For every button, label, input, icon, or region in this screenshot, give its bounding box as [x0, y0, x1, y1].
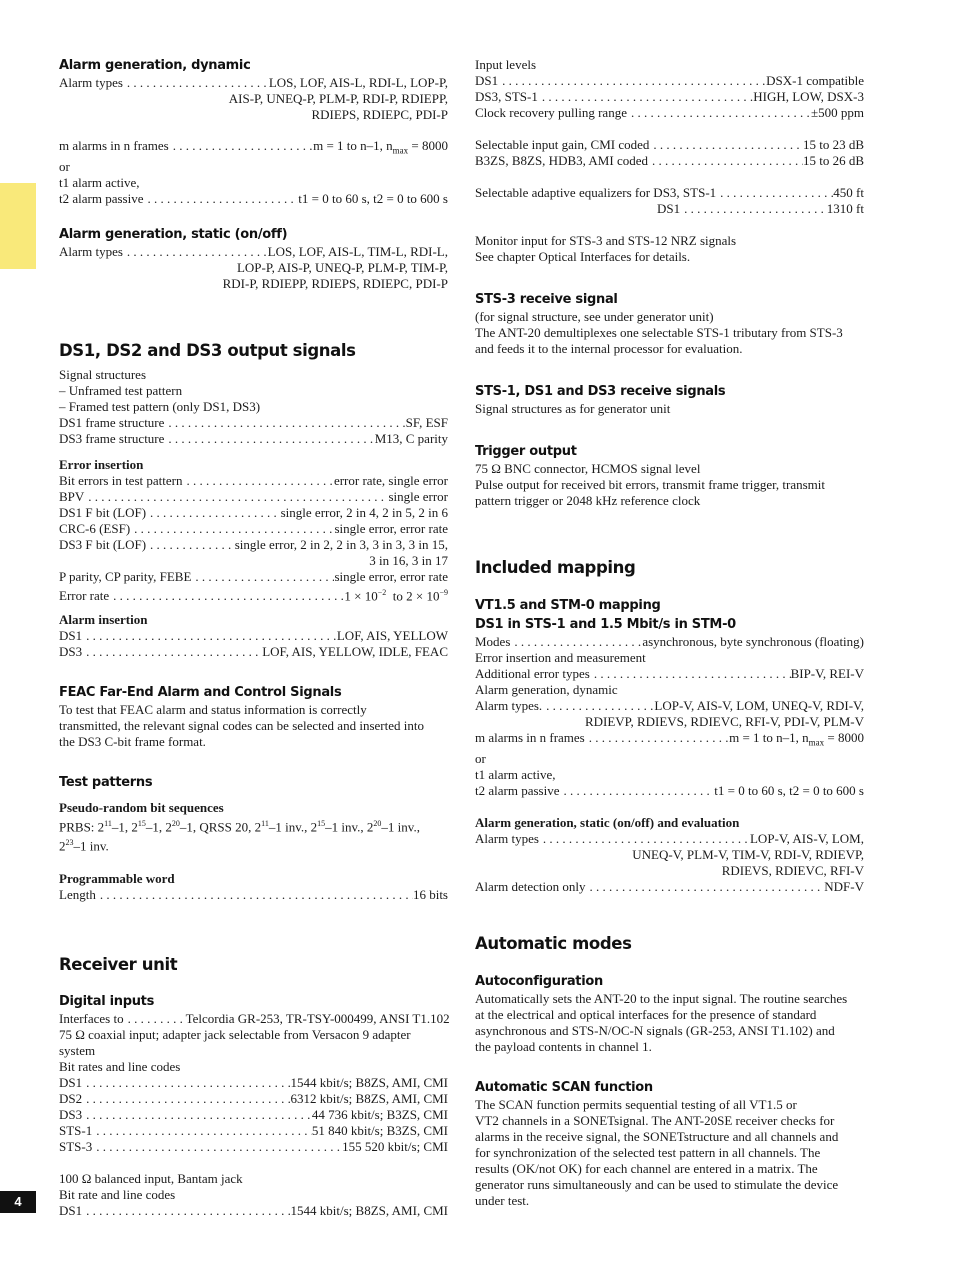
spec-value: 1544 kbit/s; B8ZS, AMI, CMI	[290, 1203, 448, 1218]
bullet-item: – Unframed test pattern	[59, 383, 183, 398]
spec-value: single error, error rate	[334, 569, 448, 584]
spec-label: m alarms in n frames	[59, 138, 169, 153]
spec-value: BIP-V, REI-V	[790, 666, 864, 681]
spec-value: M13, C parity	[374, 431, 448, 446]
spec-continuation: LOP-P, AIS-P, UNEQ-P, PLM-P, TIM-P,	[236, 260, 448, 275]
subsection-heading: Alarm generation, static (on/off) and evaluation	[475, 814, 740, 830]
spec-value: 1310 ft	[826, 201, 864, 216]
text-line: Error insertion and measurement	[475, 650, 646, 665]
section-heading: Automatic SCAN function	[475, 1080, 653, 1095]
section-title: DS1, DS2 and DS3 output signals	[59, 341, 356, 360]
text-line: 75 Ω BNC connector, HCMOS signal level	[475, 461, 701, 476]
spec-label: DS3, STS-1	[475, 89, 538, 104]
spec-value: 15 to 26 dB	[802, 153, 864, 168]
text-line: Monitor input for STS-3 and STS-12 NRZ signals	[475, 233, 737, 248]
sts3-section	[475, 290, 864, 357]
text-line: To test that FEAC alarm and status information is correctly	[59, 702, 367, 717]
spec-label: Alarm types	[59, 75, 123, 90]
spec-row	[475, 730, 864, 751]
spec-value: $1 \times 10^{-2}$ to $2 \times 10^{-9}$	[344, 588, 448, 604]
text-line: t1 alarm active,	[59, 174, 140, 190]
spec-label: DS1	[59, 1203, 83, 1218]
spec-value: error rate, single error	[333, 473, 448, 488]
spec-row	[59, 887, 448, 903]
text-line: asynchronous and STS-N/OC-N signals (GR-253, ANSI T1.102) and	[475, 1023, 835, 1038]
subsection-heading: Alarm insertion	[59, 612, 148, 627]
spec-value: 15 to 23 dB	[802, 137, 864, 152]
spec-row	[475, 666, 864, 682]
spec-value: 6312 kbit/s; B8ZS, AMI, CMI	[290, 1091, 448, 1106]
spec-label: t2 alarm passive	[59, 190, 144, 206]
spec-value: Telcordia GR-253, TR-TSY-000499, ANSI T1.102	[185, 1011, 450, 1026]
spec-row	[475, 137, 864, 153]
section-heading: Digital inputs	[59, 994, 155, 1009]
spec-label: Alarm types	[59, 244, 123, 259]
spec-row	[475, 153, 864, 169]
spec-row	[475, 185, 864, 201]
alarm-insertion-section	[59, 612, 448, 660]
automatic-modes-section	[475, 934, 864, 1209]
spec-label: STS-3	[59, 1139, 93, 1154]
spec-value: LOP-V, AIS-V, LOM,	[749, 830, 864, 846]
spec-continuation: RDIEVS, RDIEVC, RFI-V	[721, 862, 864, 878]
spec-label: Selectable input gain, CMI coded	[475, 137, 650, 152]
spec-label: Alarm types.	[475, 698, 543, 713]
spec-label: DS1 frame structure	[59, 415, 165, 430]
spec-row	[475, 105, 864, 121]
spec-label: DS1	[59, 1075, 83, 1090]
text-line: and feeds it to the internal processor for evaluation.	[475, 341, 743, 356]
spec-label: DS3 F bit (LOF)	[59, 537, 147, 552]
spec-continuation: AIS-P, UNEQ-P, PLM-P, RDI-P, RDIEPP,	[228, 91, 448, 106]
section-heading: Trigger output	[475, 444, 577, 459]
text-line: under test.	[475, 1193, 530, 1208]
receiver-section	[59, 955, 448, 1219]
spec-value: NDF-V	[824, 878, 864, 894]
text-line: for synchronization of the selected test pattern in all channels. The	[475, 1145, 821, 1160]
text-line: Signal structures	[59, 367, 147, 382]
spec-value: 450 ft	[833, 185, 864, 200]
spec-label: B3ZS, B8ZS, HDB3, AMI coded	[475, 153, 648, 168]
spec-row	[59, 569, 448, 585]
spec-label: DS1	[475, 73, 499, 88]
spec-continuation: UNEQ-V, PLM-V, TIM-V, RDI-V, RDIEVP,	[632, 846, 864, 862]
spec-row	[59, 431, 448, 447]
spec-row	[475, 634, 864, 650]
spec-row	[59, 628, 448, 644]
spec-value: 51 840 kbit/s; B3ZS, CMI	[311, 1123, 448, 1138]
spec-row	[475, 831, 864, 847]
text-line: Pulse output for received bit errors, transmit frame trigger, transmit	[475, 477, 826, 492]
feac-section	[59, 683, 448, 750]
spec-label: DS1	[657, 201, 681, 216]
spec-label: Additional error types	[475, 666, 590, 681]
spec-value: t1 = 0 to 60 s, t2 = 0 to 600 s	[714, 782, 864, 798]
spec-label: Bit errors in test pattern	[59, 473, 183, 488]
spec-label: Length	[59, 886, 96, 902]
spec-label: Modes	[475, 634, 511, 649]
section-heading: Autoconfiguration	[475, 974, 603, 989]
spec-label: Alarm types	[475, 830, 539, 846]
spec-label: m alarms in n frames	[475, 730, 585, 745]
section-heading: VT1.5 and STM-0 mapping	[475, 598, 661, 613]
spec-value: ±500 ppm	[811, 105, 864, 120]
text-line: pattern trigger or 2048 kHz reference clock	[475, 493, 701, 508]
text-line: 100 Ω balanced input, Bantam jack	[59, 1171, 243, 1186]
spec-label: Clock recovery pulling range	[475, 105, 627, 120]
spec-row	[59, 415, 448, 431]
section-heading: FEAC Far-End Alarm and Control Signals	[59, 685, 342, 700]
spec-row	[475, 89, 864, 105]
spec-label: DS3 frame structure	[59, 431, 165, 446]
subsection-heading: Pseudo-random bit sequences	[59, 800, 224, 815]
error-insertion-section	[59, 457, 448, 604]
spec-row	[59, 1011, 448, 1027]
text-line: See chapter Optical Interfaces for details.	[475, 249, 691, 264]
spec-value: single error, error rate	[334, 521, 448, 536]
text-line: Signal structures as for generator unit	[475, 401, 671, 416]
section-heading: Alarm generation, dynamic	[59, 58, 251, 73]
spec-row	[475, 783, 864, 799]
text-line: The SCAN function permits sequential testing of all VT1.5 or	[475, 1097, 797, 1112]
section-title: Receiver unit	[59, 955, 178, 974]
text-line: system	[59, 1043, 96, 1058]
spec-row	[475, 698, 864, 714]
text-line: or	[475, 750, 486, 766]
spec-row	[59, 1107, 448, 1123]
spec-row	[59, 489, 448, 505]
text-line: results (OK/not OK) for each channel are entered in a matrix. The	[475, 1161, 818, 1176]
spec-row	[59, 585, 448, 604]
spec-label: DS1	[59, 628, 83, 643]
spec-row	[59, 244, 448, 260]
spec-value: SF, ESF	[405, 415, 448, 430]
subsection-heading: Programmable word	[59, 870, 175, 886]
spec-label: DS2	[59, 1091, 83, 1106]
spec-row	[59, 521, 448, 537]
subsection-heading: Error insertion	[59, 457, 144, 472]
spec-label: t2 alarm passive	[475, 782, 560, 798]
spec-continuation: 3 in 16, 3 in 17	[369, 553, 448, 568]
input-levels-section	[475, 57, 864, 265]
spec-continuation: RDIEVP, RDIEVS, RDIEVC, RFI-V, PDI-V, PLM-V	[584, 714, 864, 729]
spec-label: DS3	[59, 1107, 83, 1122]
spec-row	[59, 473, 448, 489]
spec-label: Alarm detection only	[475, 878, 586, 894]
spec-value: m = 1 to n–1, $n_{max} = 8000$	[729, 730, 864, 748]
spec-continuation: RDI-P, RDIEPP, RDIEPS, RDIEPC, PDI-P	[222, 276, 448, 291]
spec-value: t1 = 0 to 60 s, t2 = 0 to 600 s	[298, 190, 448, 206]
spec-value: HIGH, LOW, DSX-3	[753, 89, 864, 104]
spec-label: P parity, CP parity, FEBE	[59, 569, 192, 584]
section-tab	[0, 183, 36, 269]
spec-value: LOS, LOF, AIS-L, TIM-L, RDI-L,	[267, 244, 448, 259]
spec-row	[59, 138, 448, 159]
prbs-line: $2^{23}-1$ inv.	[59, 838, 109, 854]
prbs-line: PRBS: $2^{11}-1$, $2^{15}-1$, $2^{20}-1$, QRSS 20, $2^{11}-1$ inv., $2^{15}-1$ inv., $2^{20}-1$ inv.,	[59, 819, 420, 835]
spec-row	[475, 73, 864, 89]
spec-label: BPV	[59, 489, 85, 504]
spec-label: Error rate	[59, 588, 110, 604]
text-line: Bit rates and line codes	[59, 1059, 181, 1074]
text-line: the payload contents in channel 1.	[475, 1039, 652, 1054]
spec-value: 1544 kbit/s; B8ZS, AMI, CMI	[290, 1075, 448, 1090]
spec-value: DSX-1 compatible	[766, 73, 864, 88]
mapping-section	[475, 558, 864, 895]
text-line: or	[59, 158, 70, 174]
spec-row	[59, 505, 448, 521]
ds-output-section	[59, 341, 448, 447]
text-line: VT2 channels in a SONETsignal. The ANT-20SE receiver checks for	[475, 1113, 835, 1128]
section-heading: Alarm generation, static (on/off)	[59, 227, 288, 242]
spec-label: DS3	[59, 644, 83, 659]
spec-row	[59, 75, 448, 91]
spec-value: m = 1 to n–1, $n_{max} = 8000$	[313, 138, 448, 156]
text-line: at the electrical and optical interfaces for the presence of standard	[475, 1007, 817, 1022]
sts1-section	[475, 382, 864, 417]
section-heading: STS-3 receive signal	[475, 292, 618, 307]
alarm-dynamic-timing	[59, 138, 448, 207]
spec-row	[59, 1123, 448, 1139]
alarm-dynamic-section	[59, 56, 448, 123]
trigger-section	[475, 442, 864, 509]
spec-label: Interfaces to	[59, 1011, 124, 1026]
spec-label: DS1 F bit (LOF)	[59, 505, 147, 520]
spec-value: LOP-V, AIS-V, LOM, UNEQ-V, RDI-V,	[654, 698, 864, 713]
section-title: Automatic modes	[475, 934, 632, 953]
spec-continuation: RDIEPS, RDIEPC, PDI-P	[311, 107, 448, 122]
section-heading: STS-1, DS1 and DS3 receive signals	[475, 384, 726, 399]
spec-value: LOS, LOF, AIS-L, RDI-L, LOP-P,	[268, 75, 448, 90]
spec-row	[475, 201, 864, 217]
spec-value: 44 736 kbit/s; B3ZS, CMI	[311, 1107, 448, 1122]
test-patterns-section	[59, 773, 448, 903]
spec-row	[59, 1075, 448, 1091]
spec-label: STS-1	[59, 1123, 93, 1138]
page-number: 4	[0, 1191, 36, 1213]
text-line: Automatically sets the ANT-20 to the input signal. The routine searches	[475, 991, 848, 1006]
spec-value: single error, 2 in 2, 2 in 3, 3 in 3, 3 in 15,	[234, 537, 448, 552]
text-line: Alarm generation, dynamic	[475, 682, 618, 697]
spec-label: Selectable adaptive equalizers for DS3, STS-1	[475, 185, 717, 200]
spec-value: single error	[388, 489, 448, 504]
text-line: alarms in the receive signal, the SONETstructure and all channels and	[475, 1129, 839, 1144]
section-title: Included mapping	[475, 558, 636, 577]
text-line: 75 Ω coaxial input; adapter jack selectable from Versacon 9 adapter	[59, 1027, 411, 1042]
spec-value: 16 bits	[412, 886, 448, 902]
text-line: generator runs simultaneously and can be used to stimulate the device	[475, 1177, 839, 1192]
spec-row	[59, 644, 448, 660]
bullet-item: – Framed test pattern (only DS1, DS3)	[59, 399, 261, 414]
spec-value: asynchronous, byte synchronous (floating)	[642, 634, 864, 649]
alarm-static-section	[59, 225, 448, 292]
text-line: The ANT-20 demultiplexes one selectable STS-1 tributary from STS-3	[475, 325, 843, 340]
spec-row	[59, 1091, 448, 1107]
spec-value: 155 520 kbit/s; CMI	[342, 1139, 448, 1154]
spec-value: LOF, AIS, YELLOW, IDLE, FEAC	[262, 644, 448, 659]
text-line: Input levels	[475, 57, 537, 72]
spec-row	[59, 1203, 448, 1219]
text-line: (for signal structure, see under generator unit)	[475, 309, 714, 324]
text-line: t1 alarm active,	[475, 766, 556, 782]
text-line: the DS3 C-bit frame format.	[59, 734, 206, 749]
spec-row	[59, 537, 448, 553]
text-line: transmitted, the relevant signal codes can be selected and inserted into	[59, 718, 424, 733]
spec-label: CRC-6 (ESF)	[59, 521, 131, 536]
spec-value: single error, 2 in 4, 2 in 5, 2 in 6	[280, 505, 448, 520]
spec-row	[59, 1139, 448, 1155]
spec-value: LOF, AIS, YELLOW	[336, 628, 448, 643]
spec-row	[475, 879, 864, 895]
section-heading: Test patterns	[59, 775, 153, 790]
text-line: Bit rate and line codes	[59, 1187, 176, 1202]
spec-row	[59, 191, 448, 207]
section-heading: DS1 in STS-1 and 1.5 Mbit/s in STM-0	[475, 617, 736, 632]
